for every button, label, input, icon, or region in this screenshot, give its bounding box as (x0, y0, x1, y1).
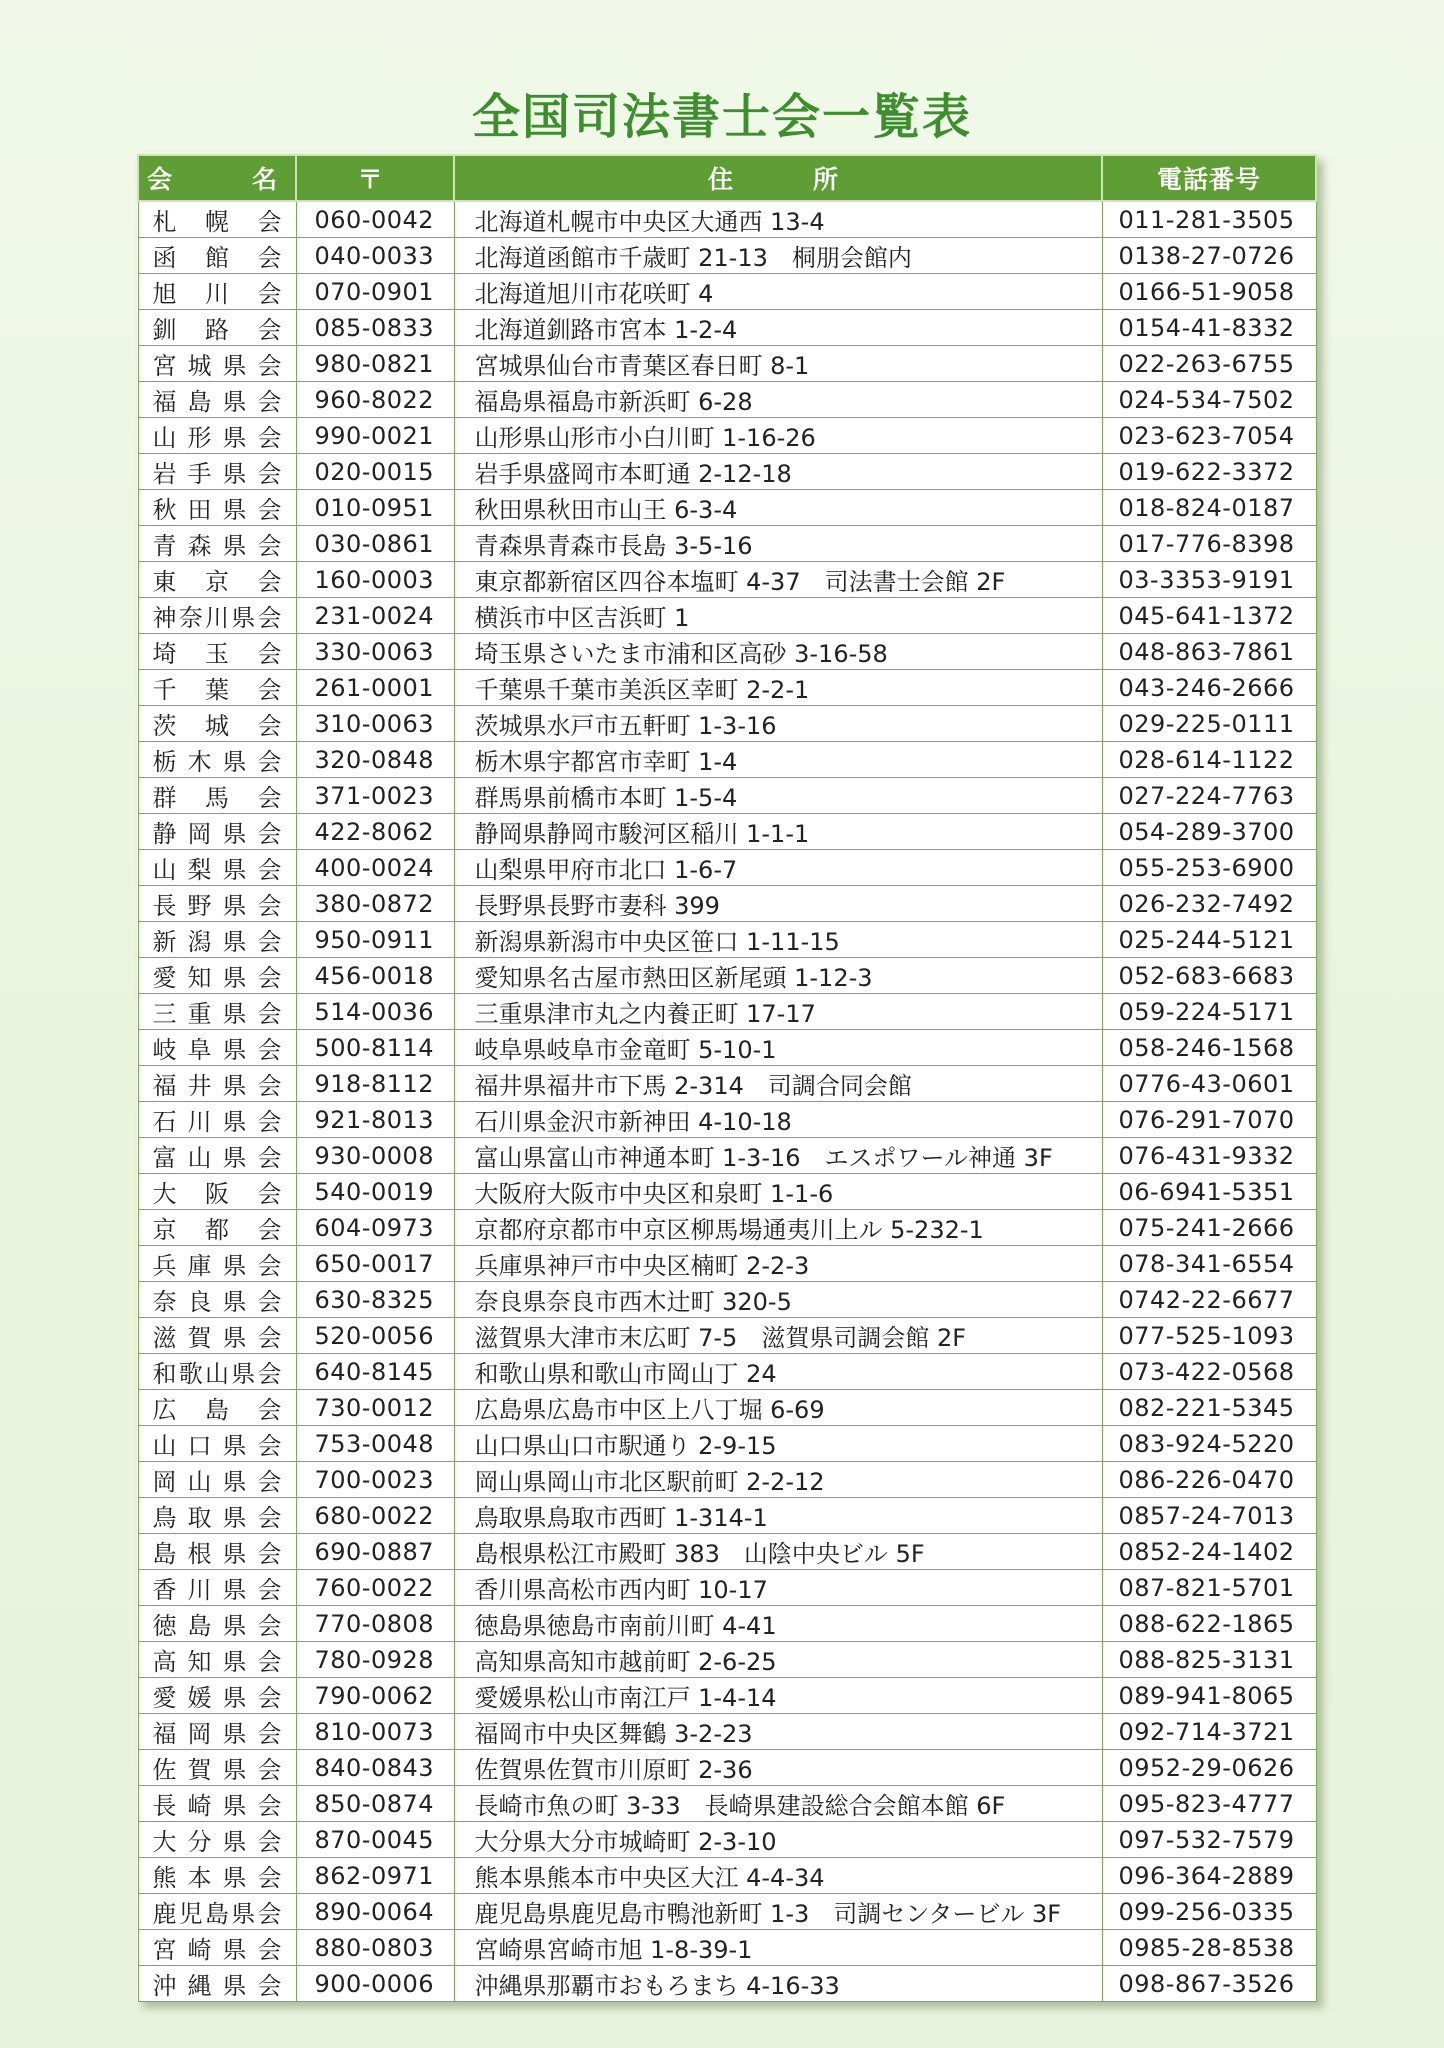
header-phone: 電話番号 (1102, 155, 1316, 201)
cell-name: 兵庫県会 (138, 1246, 296, 1282)
table-row (138, 526, 1316, 562)
cell-name: 秋田県会 (138, 490, 296, 526)
cell-zip: 010-0951 (296, 490, 454, 526)
cell-zip: 950-0911 (296, 922, 454, 958)
cell-name: 愛媛県会 (138, 1678, 296, 1714)
cell-name: 長崎県会 (138, 1786, 296, 1822)
cell-phone: 0952-29-0626 (1102, 1750, 1316, 1786)
table-row (138, 1282, 1316, 1318)
cell-zip: 862-0971 (296, 1858, 454, 1894)
cell-zip: 930-0008 (296, 1138, 454, 1174)
cell-name: 岐阜県会 (138, 1030, 296, 1066)
cell-zip: 320-0848 (296, 742, 454, 778)
cell-zip: 380-0872 (296, 886, 454, 922)
cell-phone: 073-422-0568 (1102, 1354, 1316, 1390)
cell-phone: 026-232-7492 (1102, 886, 1316, 922)
table-row (138, 706, 1316, 742)
cell-address: 福井県福井市下馬 2-314 司調合同会館 (454, 1066, 1102, 1102)
cell-zip: 690-0887 (296, 1534, 454, 1570)
cell-name: 福井県会 (138, 1066, 296, 1102)
table-row (138, 382, 1316, 418)
table-row (138, 1858, 1316, 1894)
cell-address: 福岡市中央区舞鶴 3-2-23 (454, 1714, 1102, 1750)
cell-zip: 630-8325 (296, 1282, 454, 1318)
cell-zip: 330-0063 (296, 634, 454, 670)
cell-phone: 088-622-1865 (1102, 1606, 1316, 1642)
cell-zip: 753-0048 (296, 1426, 454, 1462)
cell-phone: 0742-22-6677 (1102, 1282, 1316, 1318)
cell-zip: 310-0063 (296, 706, 454, 742)
cell-address: 北海道函館市千歳町 21-13 桐朋会館内 (454, 238, 1102, 274)
cell-address: 静岡県静岡市駿河区稲川 1-1-1 (454, 814, 1102, 850)
cell-address: 大阪府大阪市中央区和泉町 1-1-6 (454, 1174, 1102, 1210)
cell-zip: 760-0022 (296, 1570, 454, 1606)
cell-address: 埼玉県さいたま市浦和区高砂 3-16-58 (454, 634, 1102, 670)
table-row (138, 634, 1316, 670)
table-row (138, 1462, 1316, 1498)
table-row (138, 1786, 1316, 1822)
table-row (138, 1930, 1316, 1966)
cell-name: 静岡県会 (138, 814, 296, 850)
table-row (138, 994, 1316, 1030)
cell-zip: 085-0833 (296, 310, 454, 346)
cell-address: 滋賀県大津市末広町 7-5 滋賀県司調会館 2F (454, 1318, 1102, 1354)
cell-phone: 018-824-0187 (1102, 490, 1316, 526)
cell-address: 秋田県秋田市山王 6-3-4 (454, 490, 1102, 526)
cell-zip: 060-0042 (296, 201, 454, 238)
cell-zip: 810-0073 (296, 1714, 454, 1750)
cell-name: 佐賀県会 (138, 1750, 296, 1786)
cell-phone: 011-281-3505 (1102, 201, 1316, 238)
cell-phone: 076-431-9332 (1102, 1138, 1316, 1174)
cell-name: 群馬会 (138, 778, 296, 814)
table-row (138, 201, 1316, 238)
table-row (138, 1426, 1316, 1462)
cell-address: 千葉県千葉市美浜区幸町 2-2-1 (454, 670, 1102, 706)
cell-address: 栃木県宇都宮市幸町 1-4 (454, 742, 1102, 778)
table-row (138, 418, 1316, 454)
cell-name: 岡山県会 (138, 1462, 296, 1498)
cell-address: 徳島県徳島市南前川町 4-41 (454, 1606, 1102, 1642)
cell-phone: 022-263-6755 (1102, 346, 1316, 382)
cell-phone: 023-623-7054 (1102, 418, 1316, 454)
cell-phone: 096-364-2889 (1102, 1858, 1316, 1894)
cell-name: 栃木県会 (138, 742, 296, 778)
table-row (138, 1534, 1316, 1570)
table-row (138, 958, 1316, 994)
cell-phone: 0138-27-0726 (1102, 238, 1316, 274)
cell-zip: 371-0023 (296, 778, 454, 814)
cell-address: 大分県大分市城崎町 2-3-10 (454, 1822, 1102, 1858)
cell-zip: 540-0019 (296, 1174, 454, 1210)
cell-phone: 0985-28-8538 (1102, 1930, 1316, 1966)
table-row (138, 598, 1316, 634)
cell-address: 岩手県盛岡市本町通 2-12-18 (454, 454, 1102, 490)
cell-name: 岩手県会 (138, 454, 296, 490)
table-row (138, 1822, 1316, 1858)
cell-address: 広島県広島市中区上八丁堀 6-69 (454, 1390, 1102, 1426)
cell-address: 鹿児島県鹿児島市鴨池新町 1-3 司調センタービル 3F (454, 1894, 1102, 1930)
cell-phone: 089-941-8065 (1102, 1678, 1316, 1714)
table-row (138, 490, 1316, 526)
table-row (138, 1210, 1316, 1246)
cell-zip: 160-0003 (296, 562, 454, 598)
table-row (138, 1606, 1316, 1642)
cell-name: 宮城県会 (138, 346, 296, 382)
cell-name: 熊本県会 (138, 1858, 296, 1894)
cell-name: 徳島県会 (138, 1606, 296, 1642)
cell-address: 和歌山県和歌山市岡山丁 24 (454, 1354, 1102, 1390)
cell-zip: 070-0901 (296, 274, 454, 310)
cell-phone: 099-256-0335 (1102, 1894, 1316, 1930)
cell-name: 三重県会 (138, 994, 296, 1030)
cell-phone: 087-821-5701 (1102, 1570, 1316, 1606)
cell-name: 石川県会 (138, 1102, 296, 1138)
cell-address: 新潟県新潟市中央区笹口 1-11-15 (454, 922, 1102, 958)
cell-zip: 514-0036 (296, 994, 454, 1030)
cell-name: 和歌山県会 (138, 1354, 296, 1390)
cell-phone: 019-622-3372 (1102, 454, 1316, 490)
cell-name: 奈良県会 (138, 1282, 296, 1318)
cell-phone: 098-867-3526 (1102, 1966, 1316, 2002)
cell-zip: 890-0064 (296, 1894, 454, 1930)
cell-address: 山形県山形市小白川町 1-16-26 (454, 418, 1102, 454)
cell-name: 山口県会 (138, 1426, 296, 1462)
cell-address: 横浜市中区吉浜町 1 (454, 598, 1102, 634)
cell-address: 北海道旭川市花咲町 4 (454, 274, 1102, 310)
cell-address: 群馬県前橋市本町 1-5-4 (454, 778, 1102, 814)
cell-zip: 990-0021 (296, 418, 454, 454)
cell-zip: 231-0024 (296, 598, 454, 634)
cell-address: 奈良県奈良市西木辻町 320-5 (454, 1282, 1102, 1318)
cell-zip: 640-8145 (296, 1354, 454, 1390)
cell-address: 沖縄県那覇市おもろまち 4-16-33 (454, 1966, 1102, 2002)
cell-phone: 082-221-5345 (1102, 1390, 1316, 1426)
cell-name: 富山県会 (138, 1138, 296, 1174)
cell-phone: 054-289-3700 (1102, 814, 1316, 850)
table-row (138, 1066, 1316, 1102)
table-row (138, 1498, 1316, 1534)
cell-address: 北海道札幌市中央区大通西 13-4 (454, 201, 1102, 238)
cell-phone: 024-534-7502 (1102, 382, 1316, 418)
cell-phone: 095-823-4777 (1102, 1786, 1316, 1822)
cell-phone: 086-226-0470 (1102, 1462, 1316, 1498)
cell-name: 福島県会 (138, 382, 296, 418)
cell-name: 大阪会 (138, 1174, 296, 1210)
table-header-row (138, 155, 1316, 201)
cell-name: 釧路会 (138, 310, 296, 346)
table-body (138, 201, 1316, 2002)
cell-name: 香川県会 (138, 1570, 296, 1606)
cell-address: 茨城県水戸市五軒町 1-3-16 (454, 706, 1102, 742)
cell-phone: 092-714-3721 (1102, 1714, 1316, 1750)
cell-zip: 960-8022 (296, 382, 454, 418)
cell-address: 三重県津市丸之内養正町 17-17 (454, 994, 1102, 1030)
cell-zip: 921-8013 (296, 1102, 454, 1138)
cell-address: 熊本県熊本市中央区大江 4-4-34 (454, 1858, 1102, 1894)
cell-address: 宮崎県宮崎市旭 1-8-39-1 (454, 1930, 1102, 1966)
cell-name: 京都会 (138, 1210, 296, 1246)
cell-zip: 456-0018 (296, 958, 454, 994)
cell-phone: 045-641-1372 (1102, 598, 1316, 634)
cell-phone: 055-253-6900 (1102, 850, 1316, 886)
cell-zip: 980-0821 (296, 346, 454, 382)
cell-name: 札幌会 (138, 201, 296, 238)
cell-phone: 0776-43-0601 (1102, 1066, 1316, 1102)
cell-address: 島根県松江市殿町 383 山陰中央ビル 5F (454, 1534, 1102, 1570)
table-row (138, 1570, 1316, 1606)
cell-name: 鹿児島県会 (138, 1894, 296, 1930)
table-row (138, 850, 1316, 886)
cell-zip: 604-0973 (296, 1210, 454, 1246)
cell-address: 山口県山口市駅通り 2-9-15 (454, 1426, 1102, 1462)
header-zip: 〒 (296, 155, 454, 201)
cell-phone: 0166-51-9058 (1102, 274, 1316, 310)
table-row (138, 778, 1316, 814)
table-row (138, 1318, 1316, 1354)
header-address: 住 所 (454, 155, 1102, 201)
cell-phone: 078-341-6554 (1102, 1246, 1316, 1282)
cell-name: 青森県会 (138, 526, 296, 562)
cell-name: 埼玉会 (138, 634, 296, 670)
cell-name: 宮崎県会 (138, 1930, 296, 1966)
cell-address: 石川県金沢市新神田 4-10-18 (454, 1102, 1102, 1138)
cell-address: 兵庫県神戸市中央区楠町 2-2-3 (454, 1246, 1102, 1282)
table-row (138, 238, 1316, 274)
cell-name: 長野県会 (138, 886, 296, 922)
cell-address: 愛媛県松山市南江戸 1-4-14 (454, 1678, 1102, 1714)
cell-name: 鳥取県会 (138, 1498, 296, 1534)
cell-zip: 422-8062 (296, 814, 454, 850)
table-row (138, 1102, 1316, 1138)
table-row (138, 742, 1316, 778)
cell-name: 山梨県会 (138, 850, 296, 886)
cell-address: 長野県長野市妻科 399 (454, 886, 1102, 922)
cell-phone: 088-825-3131 (1102, 1642, 1316, 1678)
table-row (138, 670, 1316, 706)
cell-phone: 059-224-5171 (1102, 994, 1316, 1030)
cell-name: 千葉会 (138, 670, 296, 706)
cell-zip: 040-0033 (296, 238, 454, 274)
table-row (138, 1390, 1316, 1426)
table-row (138, 1138, 1316, 1174)
cell-phone: 043-246-2666 (1102, 670, 1316, 706)
cell-name: 島根県会 (138, 1534, 296, 1570)
cell-phone: 058-246-1568 (1102, 1030, 1316, 1066)
cell-zip: 400-0024 (296, 850, 454, 886)
cell-name: 愛知県会 (138, 958, 296, 994)
cell-name: 新潟県会 (138, 922, 296, 958)
cell-phone: 017-776-8398 (1102, 526, 1316, 562)
cell-phone: 0857-24-7013 (1102, 1498, 1316, 1534)
cell-zip: 870-0045 (296, 1822, 454, 1858)
table-row (138, 922, 1316, 958)
table-row (138, 886, 1316, 922)
table-row (138, 1966, 1316, 2002)
cell-address: 佐賀県佐賀市川原町 2-36 (454, 1750, 1102, 1786)
cell-address: 東京都新宿区四谷本塩町 4-37 司法書士会館 2F (454, 562, 1102, 598)
cell-address: 愛知県名古屋市熱田区新尾頭 1-12-3 (454, 958, 1102, 994)
cell-phone: 06-6941-5351 (1102, 1174, 1316, 1210)
cell-name: 函館会 (138, 238, 296, 274)
cell-phone: 029-225-0111 (1102, 706, 1316, 742)
cell-phone: 048-863-7861 (1102, 634, 1316, 670)
cell-zip: 840-0843 (296, 1750, 454, 1786)
cell-zip: 790-0062 (296, 1678, 454, 1714)
cell-address: 宮城県仙台市青葉区春日町 8-1 (454, 346, 1102, 382)
table-row (138, 346, 1316, 382)
cell-phone: 025-244-5121 (1102, 922, 1316, 958)
cell-phone: 027-224-7763 (1102, 778, 1316, 814)
cell-name: 高知県会 (138, 1642, 296, 1678)
table-row (138, 562, 1316, 598)
cell-phone: 083-924-5220 (1102, 1426, 1316, 1462)
cell-zip: 030-0861 (296, 526, 454, 562)
cell-phone: 076-291-7070 (1102, 1102, 1316, 1138)
cell-zip: 850-0874 (296, 1786, 454, 1822)
cell-address: 長崎市魚の町 3-33 長崎県建設総合会館本館 6F (454, 1786, 1102, 1822)
cell-zip: 730-0012 (296, 1390, 454, 1426)
table-row (138, 1750, 1316, 1786)
cell-name: 沖縄県会 (138, 1966, 296, 2002)
cell-zip: 650-0017 (296, 1246, 454, 1282)
cell-address: 岐阜県岐阜市金竜町 5-10-1 (454, 1030, 1102, 1066)
table-row (138, 310, 1316, 346)
cell-phone: 028-614-1122 (1102, 742, 1316, 778)
cell-zip: 780-0928 (296, 1642, 454, 1678)
table-row (138, 1678, 1316, 1714)
table-row (138, 1246, 1316, 1282)
cell-phone: 0852-24-1402 (1102, 1534, 1316, 1570)
cell-address: 青森県青森市長島 3-5-16 (454, 526, 1102, 562)
page-title: 全国司法書士会一覧表 (471, 89, 972, 145)
cell-name: 滋賀県会 (138, 1318, 296, 1354)
cell-zip: 700-0023 (296, 1462, 454, 1498)
cell-name: 山形県会 (138, 418, 296, 454)
cell-phone: 097-532-7579 (1102, 1822, 1316, 1858)
cell-address: 岡山県岡山市北区駅前町 2-2-12 (454, 1462, 1102, 1498)
cell-address: 北海道釧路市宮本 1-2-4 (454, 310, 1102, 346)
cell-name: 大分県会 (138, 1822, 296, 1858)
table-row (138, 454, 1316, 490)
cell-phone: 075-241-2666 (1102, 1210, 1316, 1246)
table-row (138, 1174, 1316, 1210)
cell-zip: 500-8114 (296, 1030, 454, 1066)
cell-zip: 020-0015 (296, 454, 454, 490)
table-row (138, 1354, 1316, 1390)
cell-zip: 918-8112 (296, 1066, 454, 1102)
table-row (138, 1030, 1316, 1066)
cell-address: 福島県福島市新浜町 6-28 (454, 382, 1102, 418)
cell-phone: 052-683-6683 (1102, 958, 1316, 994)
cell-zip: 770-0808 (296, 1606, 454, 1642)
table-row (138, 814, 1316, 850)
cell-zip: 880-0803 (296, 1930, 454, 1966)
cell-address: 山梨県甲府市北口 1-6-7 (454, 850, 1102, 886)
cell-phone: 077-525-1093 (1102, 1318, 1316, 1354)
cell-phone: 03-3353-9191 (1102, 562, 1316, 598)
table-row (138, 274, 1316, 310)
cell-zip: 520-0056 (296, 1318, 454, 1354)
cell-name: 東京会 (138, 562, 296, 598)
cell-address: 鳥取県鳥取市西町 1-314-1 (454, 1498, 1102, 1534)
table-row (138, 1642, 1316, 1678)
cell-name: 神奈川県会 (138, 598, 296, 634)
cell-name: 茨城会 (138, 706, 296, 742)
table-row (138, 1714, 1316, 1750)
cell-zip: 900-0006 (296, 1966, 454, 2002)
cell-phone: 0154-41-8332 (1102, 310, 1316, 346)
association-table (137, 154, 1317, 2002)
cell-zip: 261-0001 (296, 670, 454, 706)
cell-address: 高知県高知市越前町 2-6-25 (454, 1642, 1102, 1678)
cell-name: 福岡県会 (138, 1714, 296, 1750)
cell-zip: 680-0022 (296, 1498, 454, 1534)
cell-address: 香川県高松市西内町 10-17 (454, 1570, 1102, 1606)
table-row (138, 1894, 1316, 1930)
header-name: 会 名 (138, 155, 296, 201)
cell-name: 旭川会 (138, 274, 296, 310)
cell-address: 富山県富山市神通本町 1-3-16 エスポワール神通 3F (454, 1138, 1102, 1174)
cell-name: 広島会 (138, 1390, 296, 1426)
cell-address: 京都府京都市中京区柳馬場通夷川上ル 5-232-1 (454, 1210, 1102, 1246)
